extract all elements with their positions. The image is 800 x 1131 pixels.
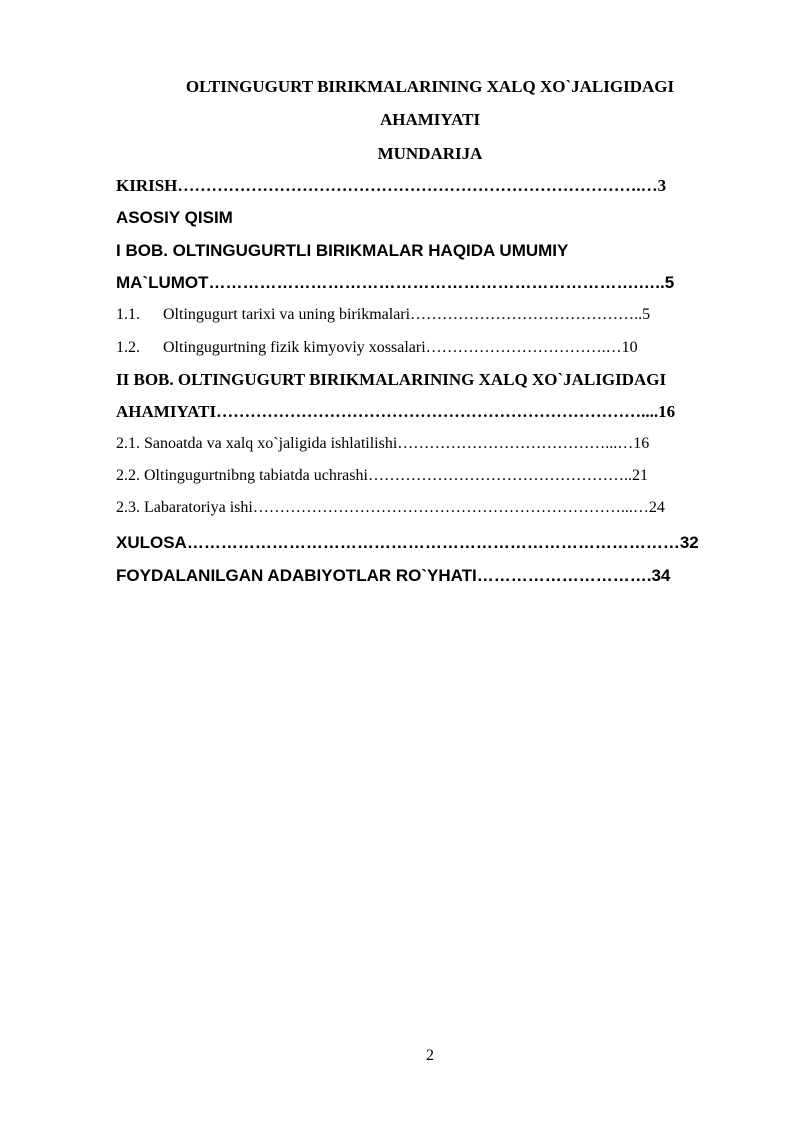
toc-entry-xulosa: XULOSA……………………………………………………………………………32 [116,533,699,552]
toc-entry-chapter-2-line-1: II BOB. OLTINGUGURT BIRIKMALARINING XALQ XO`JALIGIDAGI [116,370,667,389]
toc-entry-2-3: 2.3. Labaratoriya ishi……………………………………………………………...…24 [116,499,665,516]
document-title-line-2: AHAMIYATI [379,110,481,129]
toc-entry-kirish: KIRISH……………………………………………………………………….…3 [116,176,667,195]
toc-entry-2-2: 2.2. Oltingugurtnibng tabiatda uchrashi…………………………………………..21 [116,467,648,484]
toc-entry-2-1: 2.1. Sanoatda va xalq xo`jaligida ishlatilishi…………………………………...…16 [116,435,650,452]
toc-entry-1-2 [116,339,638,357]
toc-entry-1-1 [116,306,650,324]
toc-entry-asosiy-qisim: ASOSIY QISIM [116,208,233,227]
toc-entry-chapter-2-line-2: AHAMIYATI…………………………………………………………………....16 [116,402,676,421]
toc-entry-adabiyotlar: FOYDALANILGAN ADABIYOTLAR RO`YHATI………………………….34 [116,566,671,585]
contents-heading: MUNDARIJA [377,144,483,163]
toc-entry-1-2-number: 1.2. [116,339,140,356]
document-title-line-1: OLTINGUGURT BIRIKMALARINING XALQ XO`JALIGIDAGI [185,77,675,96]
toc-entry-1-2-text: Oltingugurtning fizik kimyoviy xossalari…………………………….…10 [163,339,638,356]
page-number: 2 [426,1047,434,1064]
toc-entry-1-1-text: Oltingugurt tarixi va uning birikmalari……………………………………..5 [163,306,651,323]
toc-entry-chapter-1-line-1: I BOB. OLTINGUGURTLI BIRIKMALAR HAQIDA UMUMIY [116,241,569,260]
toc-entry-1-1-number: 1.1. [116,306,140,323]
toc-entry-chapter-1-line-2: MA`LUMOT………………………………………………………………….…..5 [116,273,675,292]
